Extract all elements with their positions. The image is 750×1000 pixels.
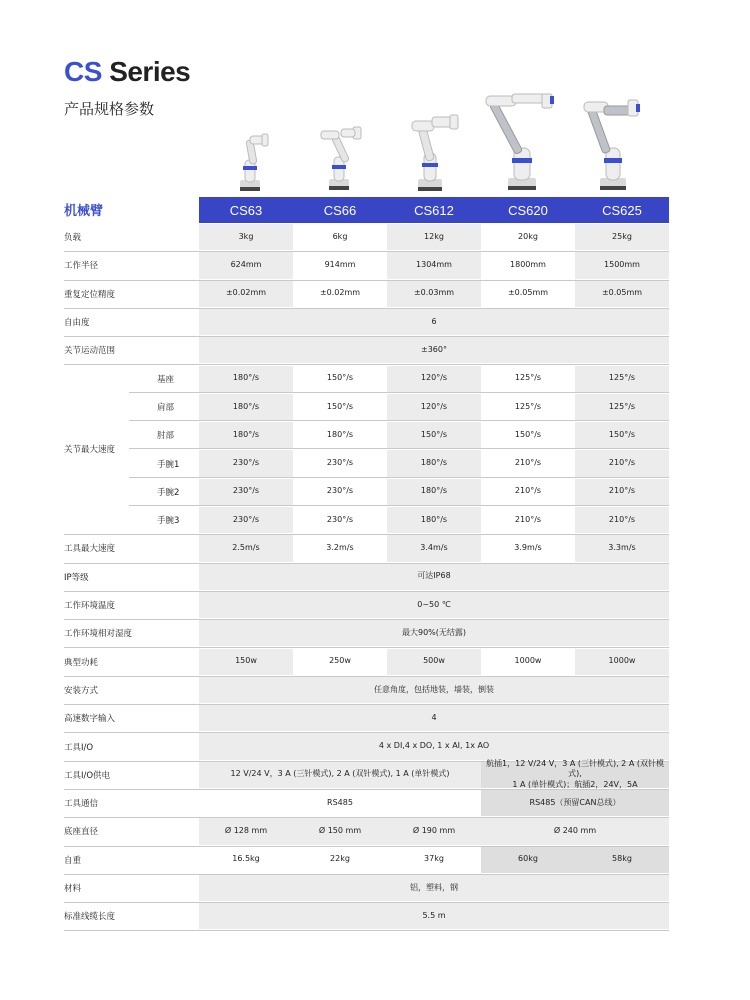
value-cell: 230°/s xyxy=(326,486,354,496)
value-cell: 60kg xyxy=(481,847,575,873)
value-cell: 120°/s xyxy=(387,394,481,420)
span-cell: 5.5 m xyxy=(199,903,669,929)
tool-power-left: 12 V/24 V，3 A (三针模式), 2 A (双针模式), 1 A (单针模式) xyxy=(199,762,481,788)
row-label: 工具I/O xyxy=(64,742,94,753)
span-cell: 最大90%(无结露) xyxy=(199,620,669,646)
value-cell: 210°/s xyxy=(514,458,542,468)
table-row xyxy=(64,591,669,620)
joint-speed-label: 关节最大速度 xyxy=(64,445,116,456)
row-label: 标准线缆长度 xyxy=(64,912,116,923)
value-cell: 150°/s xyxy=(387,422,481,448)
model-header-cs620: CS620 xyxy=(481,197,575,223)
joint-sublabel: 肩部 xyxy=(157,402,175,413)
table-row xyxy=(64,449,669,477)
value-cell: 624mm xyxy=(199,252,293,278)
span-cell: 可达IP68 xyxy=(199,564,669,590)
value-cell: 20kg xyxy=(518,231,538,241)
value-cell: 180°/s xyxy=(199,366,293,392)
row-label: 重复定位精度 xyxy=(64,289,116,300)
value-cell: 500w xyxy=(387,649,481,675)
value-cell: 3.2m/s xyxy=(326,543,354,553)
table-row xyxy=(64,789,669,818)
value-cell: 914mm xyxy=(324,260,356,270)
value-cell: 3.4m/s xyxy=(387,535,481,561)
table-row xyxy=(64,648,669,677)
table-row xyxy=(64,365,669,393)
row-label: 自由度 xyxy=(64,318,90,329)
row-label: 工作半径 xyxy=(64,261,99,272)
table-row xyxy=(64,478,669,506)
value-cell: 180°/s xyxy=(199,422,293,448)
tool-power-right-line1: 航插1，12 V/24 V，3 A (三针模式), 2 A (双针模式), xyxy=(486,758,664,779)
value-cell: 120°/s xyxy=(387,366,481,392)
row-label: 工具最大速度 xyxy=(64,544,116,555)
joint-sublabel: 手腕3 xyxy=(157,516,180,527)
robot-cs612-image xyxy=(402,113,466,193)
row-label: IP等级 xyxy=(64,572,89,583)
table-row xyxy=(64,846,669,875)
tool-comm-right: RS485（预留CAN总线） xyxy=(481,790,669,816)
table-row xyxy=(64,280,669,309)
value-cell: 125°/s xyxy=(575,394,669,420)
table-row xyxy=(64,506,669,535)
value-cell: 125°/s xyxy=(514,401,542,411)
value-cell: 16.5kg xyxy=(232,854,260,864)
row-label: 工作环境温度 xyxy=(64,601,116,612)
span-cell: 6 xyxy=(199,309,669,335)
value-cell: 230°/s xyxy=(199,479,293,505)
row-label: 高速数字输入 xyxy=(64,714,116,725)
span-cell: ±360° xyxy=(199,337,669,363)
row-label: 典型功耗 xyxy=(64,657,99,668)
value-cell: 150°/s xyxy=(326,401,354,411)
value-cell: 150°/s xyxy=(514,429,542,439)
row-label: 工作环境相对湿度 xyxy=(64,629,133,640)
value-cell: 180°/s xyxy=(387,450,481,476)
model-header-cs66: CS66 xyxy=(293,197,387,223)
value-cell: 125°/s xyxy=(514,373,542,383)
robot-cs63-image xyxy=(228,130,276,192)
page-subtitle: 产品规格参数 xyxy=(64,100,155,118)
table-row xyxy=(64,758,669,790)
value-cell: 22kg xyxy=(330,854,350,864)
robot-cs625-image xyxy=(580,96,650,192)
table-row xyxy=(64,676,669,705)
span-cell: 铝，塑料，钢 xyxy=(199,875,669,901)
value-cell: 210°/s xyxy=(514,514,542,524)
value-cell: 150°/s xyxy=(326,373,354,383)
table-row xyxy=(64,902,669,931)
value-cell: 230°/s xyxy=(199,450,293,476)
value-cell: 12kg xyxy=(387,224,481,250)
row-label: 底座直径 xyxy=(64,827,99,838)
joint-sublabel: 手腕1 xyxy=(157,459,180,470)
row-label: 负载 xyxy=(64,233,82,244)
tool-power-right xyxy=(481,758,669,790)
value-cell: 180°/s xyxy=(326,429,354,439)
value-cell: ±0.02mm xyxy=(199,281,293,307)
joint-sublabel: 手腕2 xyxy=(157,487,180,498)
robot-cs66-image xyxy=(315,125,367,191)
value-cell: 210°/s xyxy=(575,479,669,505)
value-cell: 1000w xyxy=(575,649,669,675)
base-diameter-right: Ø 240 mm xyxy=(481,818,669,844)
value-cell: ±0.03mm xyxy=(387,281,481,307)
model-header-cs625: CS625 xyxy=(575,197,669,223)
span-cell: 4 x DI,4 x DO, 1 x AI, 1x AO xyxy=(199,733,669,759)
table-row xyxy=(64,308,669,337)
value-cell: ±0.05mm xyxy=(507,288,549,298)
robot-cs620-image xyxy=(482,92,562,192)
table-row xyxy=(64,563,669,592)
row-label: 工具I/O供电 xyxy=(64,770,111,781)
title-series: Series xyxy=(109,56,191,87)
value-cell: ±0.05mm xyxy=(575,281,669,307)
value-cell: 150°/s xyxy=(575,422,669,448)
span-cell: 任意角度，包括地装，墙装，倒装 xyxy=(199,677,669,703)
table-row xyxy=(64,421,669,449)
value-cell: 250w xyxy=(329,656,351,666)
value-cell: 180°/s xyxy=(387,507,481,533)
value-cell: 1800mm xyxy=(510,260,546,270)
value-cell: 2.5m/s xyxy=(199,535,293,561)
table-row xyxy=(64,704,669,733)
model-header-cs612: CS612 xyxy=(387,197,481,223)
value-cell: 230°/s xyxy=(326,514,354,524)
value-cell: 1000w xyxy=(514,656,542,666)
table-row xyxy=(64,619,669,648)
value-cell: 180°/s xyxy=(387,479,481,505)
table-row xyxy=(64,534,669,563)
row-label: 材料 xyxy=(64,884,82,895)
value-cell: Ø 150 mm xyxy=(293,818,387,844)
title-brand: CS xyxy=(64,56,102,87)
value-cell: 3kg xyxy=(199,224,293,250)
table-row xyxy=(64,251,669,280)
value-cell: 180°/s xyxy=(199,394,293,420)
value-cell: 125°/s xyxy=(575,366,669,392)
span-cell: 4 xyxy=(199,705,669,731)
value-cell: 37kg xyxy=(424,854,444,864)
row-label: 关节运动范围 xyxy=(64,346,116,357)
value-cell: 1304mm xyxy=(387,252,481,278)
tool-power-right-line2: 1 A (单针模式)；航插2，24V，5A xyxy=(512,780,638,790)
table-row xyxy=(64,732,669,761)
row-label: 工具通信 xyxy=(64,799,99,810)
table-row xyxy=(64,817,669,846)
value-cell: Ø 190 mm xyxy=(387,818,481,844)
joint-sublabel: 肘部 xyxy=(157,431,175,442)
row-label: 自重 xyxy=(64,855,82,866)
value-cell: Ø 128 mm xyxy=(199,818,293,844)
value-cell: 230°/s xyxy=(199,507,293,533)
table-row xyxy=(64,393,669,421)
model-header-cs63: CS63 xyxy=(199,197,293,223)
table-row xyxy=(64,336,669,365)
value-cell: 3.9m/s xyxy=(514,543,542,553)
value-cell: 210°/s xyxy=(514,486,542,496)
value-cell: 210°/s xyxy=(575,450,669,476)
row-label: 安装方式 xyxy=(64,685,99,696)
value-cell: 3.3m/s xyxy=(575,535,669,561)
table-row xyxy=(64,874,669,903)
section-title-arm: 机械臂 xyxy=(64,204,104,219)
value-cell: 6kg xyxy=(332,231,348,241)
value-cell: 1500mm xyxy=(575,252,669,278)
value-cell: 230°/s xyxy=(326,458,354,468)
value-cell: ±0.02mm xyxy=(319,288,361,298)
value-cell: 25kg xyxy=(575,224,669,250)
span-cell: 0~50 ℃ xyxy=(199,592,669,618)
tool-comm-left: RS485 xyxy=(327,797,353,807)
page-title xyxy=(64,56,190,88)
joint-sublabel: 基座 xyxy=(157,374,175,385)
table-row xyxy=(64,223,669,252)
value-cell: 210°/s xyxy=(575,507,669,533)
value-cell: 58kg xyxy=(575,847,669,873)
value-cell: 150w xyxy=(199,649,293,675)
